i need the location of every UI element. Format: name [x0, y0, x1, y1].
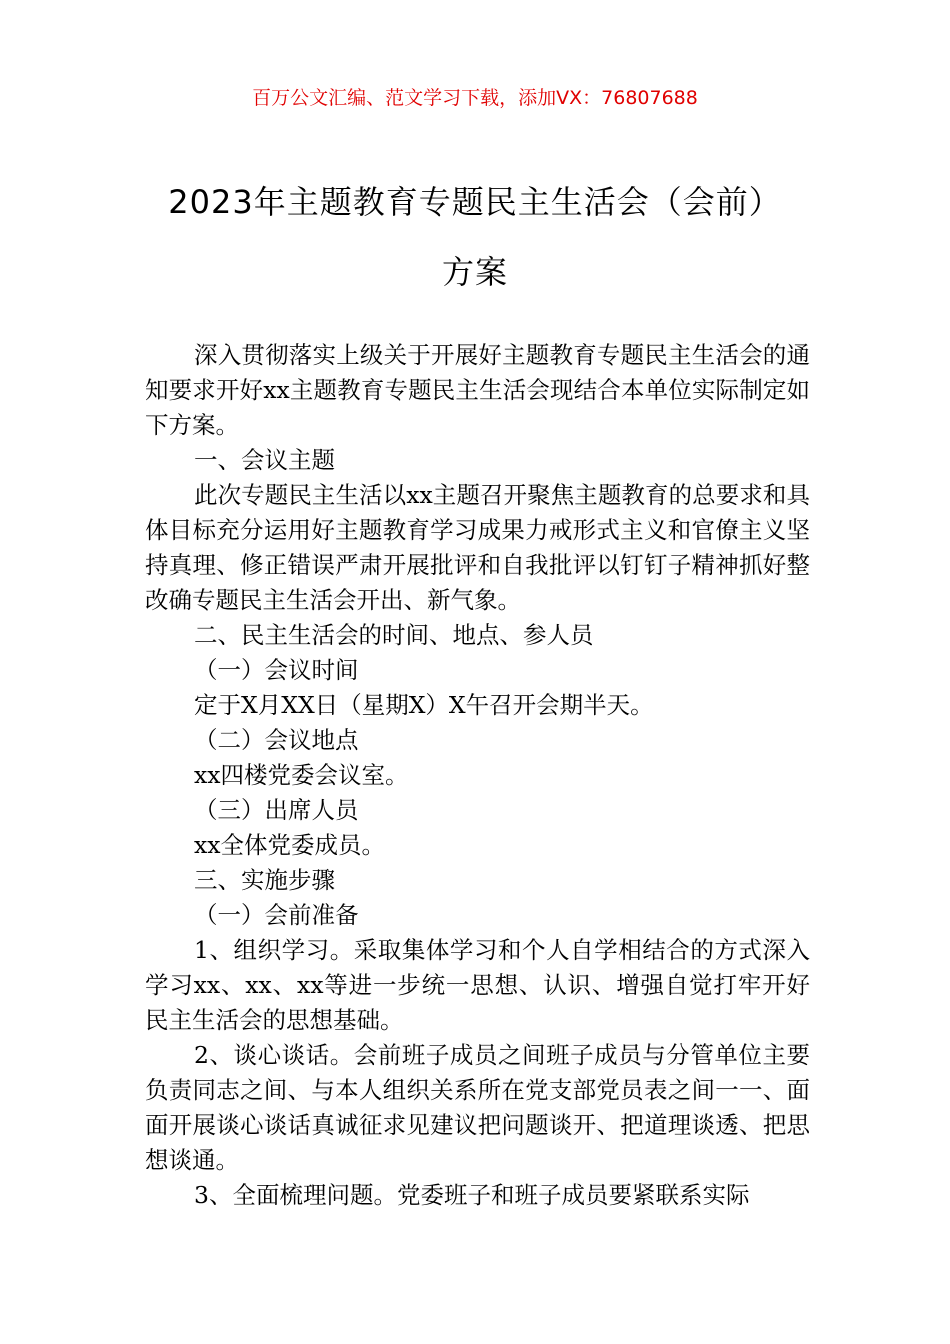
attendees-text: xx全体党委成员。 — [194, 831, 386, 859]
meeting-location-text: xx四楼党委会议室。 — [194, 761, 409, 789]
subheading-meeting-time: （一）会议时间 — [194, 656, 359, 684]
step-1-paragraph: 1、组织学习。采取集体学习和个人自学相结合的方式深入学习xx、xx、xx等进一步统一思想、认识、增强自觉打牢开好民主生活会的思想基础。 — [145, 936, 810, 1034]
subheading-attendees: （三）出席人员 — [194, 796, 359, 824]
meeting-time-text: 定于X月XX日（星期X）X午召开会期半天。 — [194, 691, 654, 719]
document-title-line-1: 2023年主题教育专题民主生活会（会前） — [168, 183, 782, 221]
theme-paragraph: 此次专题民主生活以xx主题召开聚焦主题教育的总要求和具体目标充分运用好主题教育学习成果力戒形式主义和官僚主义坚持真理、修正错误严肃开展批评和自我批评以钉钉子精神抓好整改确专题民主生活会开出、新气象。 — [145, 481, 810, 614]
step-2-paragraph: 2、谈心谈话。会前班子成员之间班子成员与分管单位主要负责同志之间、与本人组织关系所在党支部党员表之间一一、面面开展谈心谈话真诚征求见建议把问题谈开、把道理谈透、把思想谈通。 — [145, 1041, 810, 1174]
document-body — [145, 338, 810, 1213]
section-heading-3: 三、实施步骤 — [194, 866, 335, 894]
step-3-paragraph: 3、全面梳理问题。党委班子和班子成员要紧联系实际 — [194, 1181, 750, 1209]
section-heading-1: 一、会议主题 — [194, 446, 335, 474]
document-title-line-2: 方案 — [441, 253, 508, 291]
subheading-meeting-location: （二）会议地点 — [194, 726, 359, 754]
watermark-banner: 百万公文汇编、范文学习下载，添加VX：76807688 — [252, 87, 698, 109]
subheading-preparation: （一）会前准备 — [194, 901, 359, 929]
intro-paragraph: 深入贯彻落实上级关于开展好主题教育专题民主生活会的通知要求开好xx主题教育专题民主生活会现结合本单位实际制定如下方案。 — [145, 341, 810, 439]
section-heading-2: 二、民主生活会的时间、地点、参人员 — [194, 621, 594, 649]
